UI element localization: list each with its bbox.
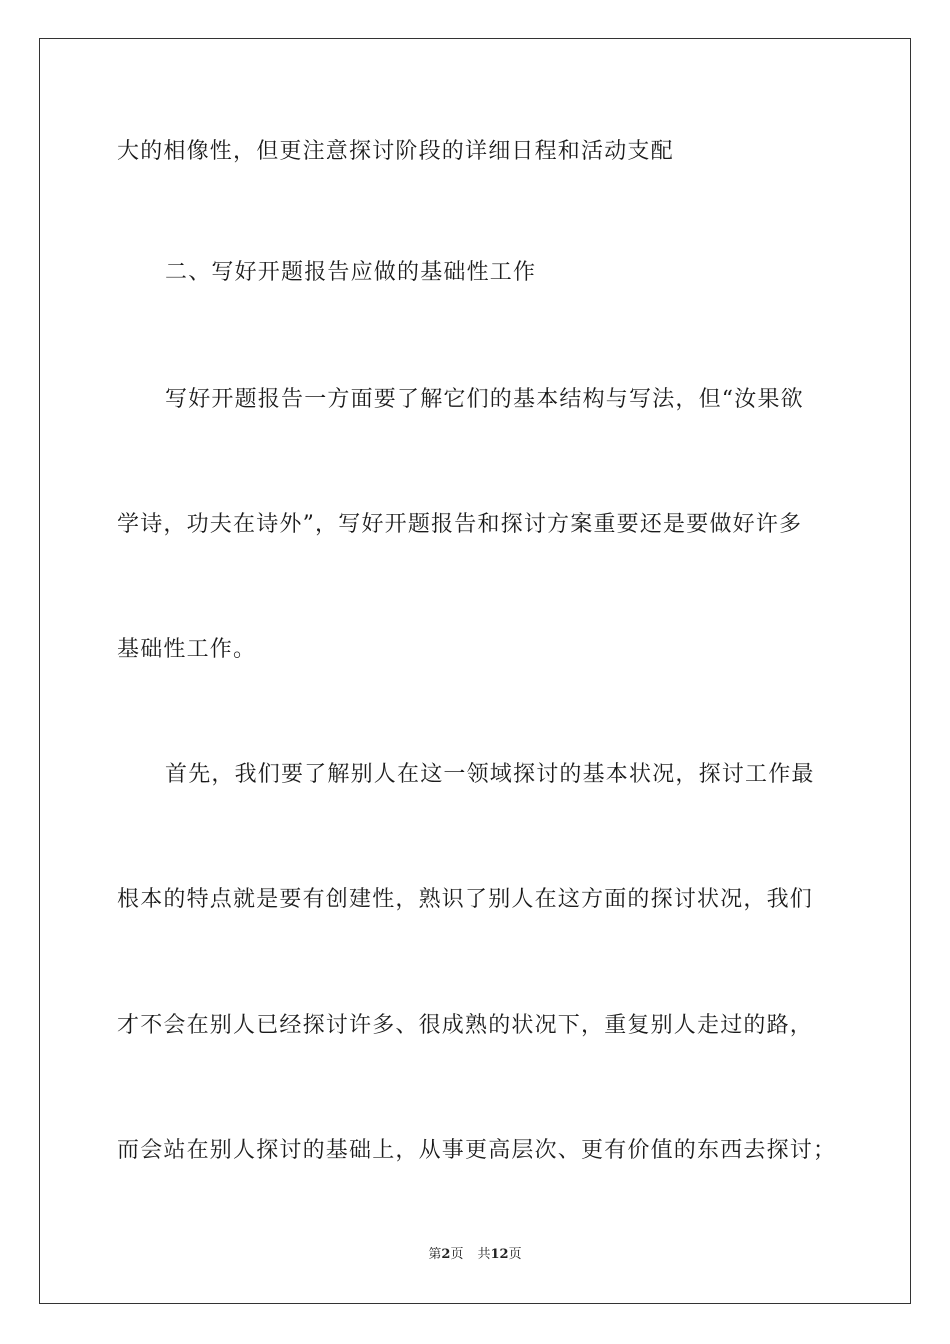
page-number: 2: [441, 1247, 451, 1262]
page-prefix: 第: [428, 1247, 442, 1262]
paragraph-first-line: 首先，我们要了解别人在这一领域探讨的基本状况，探讨工作最: [165, 762, 815, 787]
paragraph-first-line: 写好开题报告一方面要了解它们的基本结构与写法，但“汝果欲: [165, 387, 804, 412]
body-text-line: 根本的特点就是要有创建性，熟识了别人在这方面的探讨状况，我们: [117, 887, 814, 912]
page-border: [39, 38, 911, 1304]
body-text-line: 而会站在别人探讨的基础上，从事更高层次、更有价值的东西去探讨；: [117, 1138, 837, 1163]
body-text-line: 基础性工作。: [117, 637, 257, 662]
body-text-line: 才不会在别人已经探讨许多、很成熟的状况下，重复别人走过的路，: [117, 1013, 814, 1038]
total-pages: 12: [490, 1247, 509, 1262]
body-text-line: 大的相像性，但更注意探讨阶段的详细日程和活动支配: [117, 139, 674, 164]
page-footer: [0, 1246, 950, 1264]
total-prefix: 共: [477, 1247, 491, 1262]
body-text-line: 学诗，功夫在诗外”，写好开题报告和探讨方案重要还是要做好许多: [117, 512, 803, 537]
section-heading: 二、写好开题报告应做的基础性工作: [165, 260, 537, 285]
total-suffix: 页: [508, 1247, 522, 1262]
page-suffix: 页: [450, 1247, 464, 1262]
